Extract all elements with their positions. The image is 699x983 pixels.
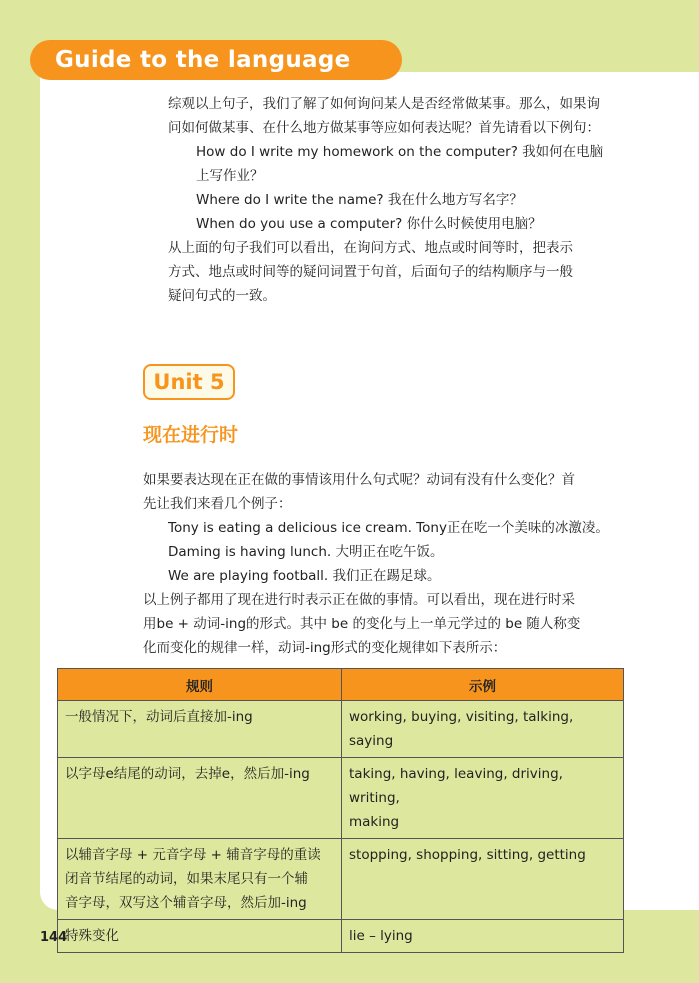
example-line: making — [349, 814, 400, 830]
rule-line: 闭音节结尾的动词，如果末尾只有一个辅 — [65, 871, 308, 887]
rule-cell — [58, 920, 342, 953]
example-cell — [342, 920, 624, 953]
page-number: 144 — [40, 930, 68, 945]
table-row — [58, 920, 624, 953]
unit-example-2: Daming is having lunch. 大明正在吃午饭。 — [168, 544, 444, 560]
rule-cell — [58, 839, 342, 920]
intro-example-1-cont: 上写作业？ — [196, 168, 264, 184]
table-row — [58, 839, 624, 920]
rule-cell — [58, 701, 342, 758]
unit-badge: Unit 5 — [143, 364, 235, 400]
unit-example-3: We are playing football. 我们正在踢足球。 — [168, 568, 441, 584]
unit-explanation-3: 化而变化的规律一样，动词-ing形式的变化规律如下表所示： — [143, 640, 507, 656]
intro-example-2: Where do I write the name? 我在什么地方写名字？ — [196, 192, 523, 208]
rule-line: 以字母e结尾的动词，去掉e，然后加-ing — [65, 766, 310, 782]
rule-line: 以辅音字母 + 元音字母 + 辅音字母的重读 — [65, 847, 321, 863]
ing-rules-table — [57, 668, 624, 953]
table-row — [58, 701, 624, 758]
intro-conclusion-1: 从上面的句子我们可以看出，在询问方式、地点或时间等时，把表示 — [168, 240, 573, 256]
intro-example-3: When do you use a computer? 你什么时候使用电脑？ — [196, 216, 542, 232]
example-cell — [342, 839, 624, 920]
example-cell — [342, 758, 624, 839]
intro-line-1: 综观以上句子，我们了解了如何询问某人是否经常做某事。那么，如果询 — [168, 96, 600, 112]
table-header-row — [58, 669, 624, 701]
unit-explanation-2: 用be + 动词-ing的形式。其中 be 的变化与上一单元学过的 be 随人称变 — [143, 616, 581, 632]
section-title: 现在进行时 — [143, 424, 239, 446]
rule-line: 一般情况下，动词后直接加-ing — [65, 709, 253, 725]
unit-explanation-1: 以上例子都用了现在进行时表示正在做的事情。可以看出，现在进行时采 — [143, 592, 575, 608]
example-line: lie – lying — [349, 928, 413, 944]
example-line: working, buying, visiting, talking, saying — [349, 709, 574, 749]
unit-intro-line-1: 如果要表达现在正在做的事情该用什么句式呢？动词有没有什么变化？首 — [143, 472, 575, 488]
rule-line: 特殊变化 — [65, 928, 119, 944]
unit-example-1: Tony is eating a delicious ice cream. Tony正在吃一个美味的冰激凌。 — [168, 520, 609, 536]
header-example: 示例 — [342, 669, 624, 701]
intro-conclusion-2: 方式、地点或时间等的疑问词置于句首，后面句子的结构顺序与一般 — [168, 264, 573, 280]
example-cell — [342, 701, 624, 758]
unit-intro-line-2: 先让我们来看几个例子： — [143, 496, 292, 512]
intro-line-2: 问如何做某事、在什么地方做某事等应如何表达呢？首先请看以下例句： — [168, 120, 600, 136]
table-row — [58, 758, 624, 839]
rule-cell — [58, 758, 342, 839]
header-rule: 规则 — [58, 669, 342, 701]
example-line: stopping, shopping, sitting, getting — [349, 847, 586, 863]
rule-line: 音字母，双写这个辅音字母，然后加-ing — [65, 895, 307, 911]
intro-conclusion-3: 疑问句式的一致。 — [168, 288, 276, 304]
intro-example-1: How do I write my homework on the computer? 我如何在电脑 — [196, 144, 604, 160]
guide-banner: Guide to the language use — [30, 40, 402, 80]
example-line: taking, having, leaving, driving, writing, — [349, 766, 563, 806]
